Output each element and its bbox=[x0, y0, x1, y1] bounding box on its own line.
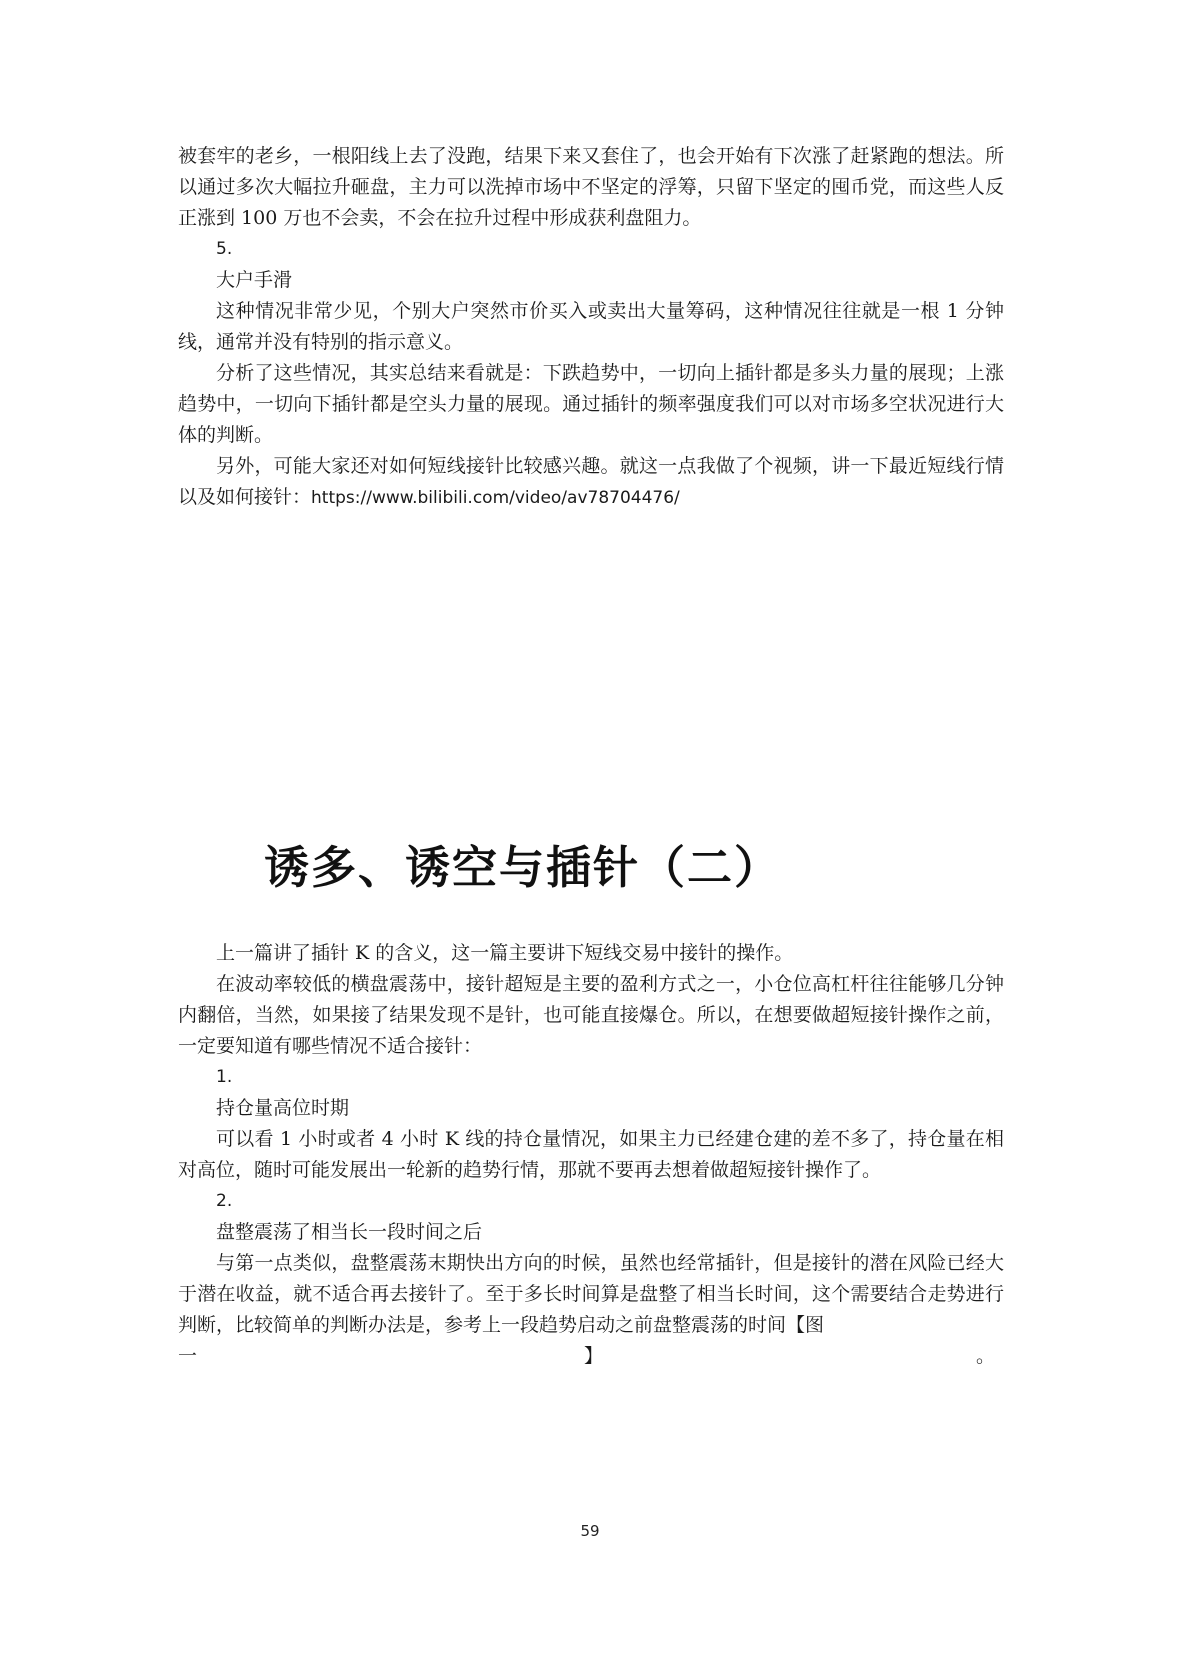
item-1-title: 持仓量高位时期 bbox=[216, 1097, 350, 1119]
paragraph-continuation: 被套牢的老乡，一根阳线上去了没跑，结果下来又套住了，也会开始有下次涨了赶紧跑的想法。所以通过多次大幅拉升砸盘，主力可以洗掉市场中不坚定的浮筹，只留下坚定的囤币党，而这些人反正涨到 100 万也不会卖，不会在拉升过程中形成获利盘阻力。 bbox=[178, 145, 1004, 229]
item-5-title: 大户手滑 bbox=[216, 269, 293, 291]
item-2-body: 与第一点类似，盘整震荡末期快出方向的时候，虽然也经常插针，但是接针的潜在风险已经大于潜在收益，就不适合再去接针了。至于多长时间算是盘整了相当长时间，这个需要结合走势进行判断，比较简单的判断办法是，参考上一段趋势启动之前盘整震荡的时间【图 bbox=[178, 1252, 1004, 1336]
paragraph-2: 在波动率较低的横盘震荡中，接针超短是主要的盈利方式之一，小仓位高杠杆往往能够几分钟内翻倍，当然，如果接了结果发现不是针，也可能直接爆仓。所以，在想要做超短接针操作之前，一定要知道有哪些情况不适合接针： bbox=[178, 973, 1004, 1057]
item-1-number: 1. bbox=[216, 1067, 233, 1087]
figure-bracket: 】 bbox=[584, 1345, 604, 1367]
video-paragraph bbox=[178, 451, 1004, 514]
figure-char: 一 bbox=[178, 1345, 198, 1367]
figure-period: 。 bbox=[976, 1345, 996, 1367]
summary-paragraph: 分析了这些情况，其实总结来看就是：下跌趋势中，一切向上插针都是多头力量的展现；上涨趋势中，一切向下插针都是空头力量的展现。通过插针的频率强度我们可以对市场多空状况进行大体的判断。 bbox=[178, 362, 1004, 446]
page-number: 59 bbox=[580, 1522, 600, 1540]
item-1-body: 可以看 1 小时或者 4 小时 K 线的持仓量情况，如果主力已经建仓建的差不多了，持仓量在相对高位，随时可能发展出一轮新的趋势行情，那就不要再去想着做超短接针操作了。 bbox=[178, 1128, 1004, 1181]
item-2-title: 盘整震荡了相当长一段时间之后 bbox=[216, 1221, 483, 1243]
video-link[interactable]: https://www.bilibili.com/video/av78704476/ bbox=[311, 488, 680, 508]
video-text: 另外，可能大家还对如何短线接针比较感兴趣。就这一点我做了个视频，讲一下最近短线行情以及如何接针： bbox=[178, 455, 1004, 508]
figure-reference-line bbox=[178, 1341, 1004, 1372]
item-2-number: 2. bbox=[216, 1191, 233, 1211]
item-5-number: 5. bbox=[216, 239, 233, 259]
section-heading: 诱多、诱空与插针（二） bbox=[264, 841, 782, 894]
item-5-body: 这种情况非常少见，个别大户突然市价买入或卖出大量筹码，这种情况往往就是一根 1 分钟线，通常并没有特别的指示意义。 bbox=[178, 300, 1004, 353]
section-one bbox=[178, 141, 1004, 514]
section-two bbox=[178, 938, 1004, 1372]
intro-paragraph: 上一篇讲了插针 K 的含义，这一篇主要讲下短线交易中接针的操作。 bbox=[216, 942, 794, 964]
